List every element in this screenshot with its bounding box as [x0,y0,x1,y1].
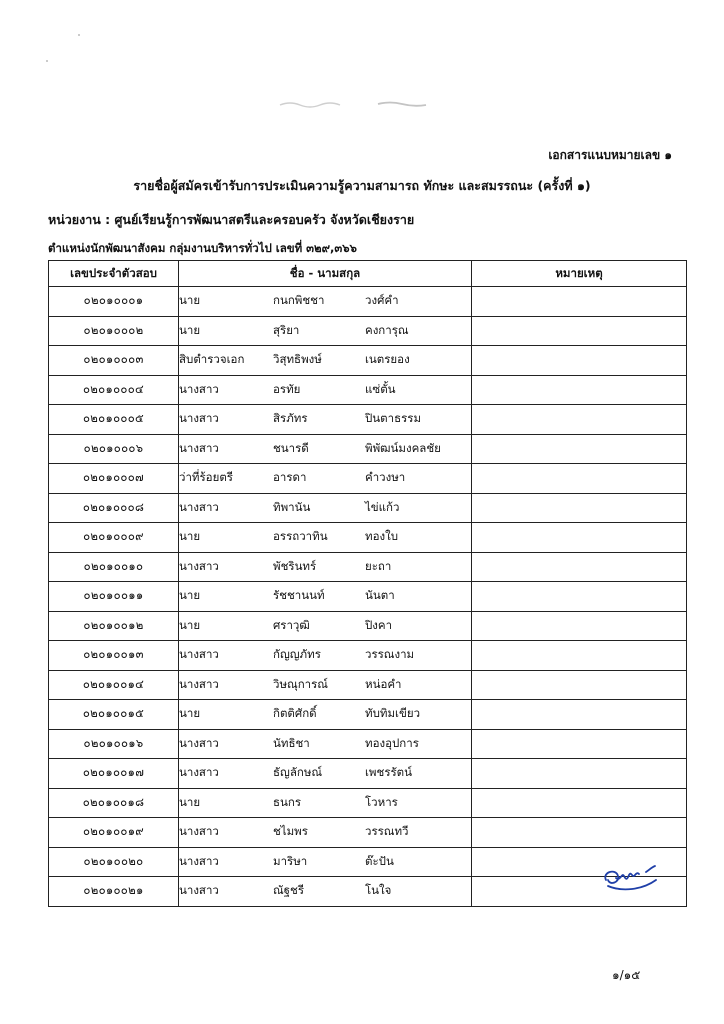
table-row [49,818,687,848]
name-prefix: นางสาว [179,765,219,780]
name-cell [179,434,472,464]
exam-id-cell: ๐๒๐๑๐๐๒๐ [49,847,179,877]
last-name: คงการุณ [365,322,409,337]
table-row [49,729,687,759]
name-prefix: นางสาว [179,381,219,396]
exam-id-cell: ๐๒๐๑๐๐๑๙ [49,818,179,848]
last-name: เพชรรัตน์ [365,765,412,780]
table-row [49,700,687,730]
remarks-cell [472,434,687,464]
first-name: สุริยา [273,322,300,337]
remarks-cell [472,788,687,818]
name-prefix: นางสาว [179,647,219,662]
last-name: ปิงคา [365,617,393,632]
first-name: ธัญลักษณ์ [273,765,323,780]
first-name: พัชรินทร์ [273,558,317,573]
first-name: ชไมพร [273,824,308,839]
name-cell [179,670,472,700]
name-prefix: นางสาว [179,499,219,514]
name-prefix: นาย [179,529,201,544]
table-row [49,582,687,612]
exam-id-cell: ๐๒๐๑๐๐๐๒ [49,316,179,346]
name-cell [179,523,472,553]
table-row [49,847,687,877]
exam-id-cell: ๐๒๐๑๐๐๑๐ [49,552,179,582]
exam-id-cell: ๐๒๐๑๐๐๑๖ [49,729,179,759]
exam-id-cell: ๐๒๐๑๐๐๐๖ [49,434,179,464]
remarks-cell [472,818,687,848]
remarks-cell [472,375,687,405]
first-name: สิรภัทร [273,411,308,426]
last-name: คำวงษา [365,470,406,485]
exam-id-cell: ๐๒๐๑๐๐๐๗ [49,464,179,494]
table-row [49,434,687,464]
first-name: ศราวุฒิ [273,617,310,632]
name-cell [179,700,472,730]
remarks-cell [472,552,687,582]
last-name: เนตรยอง [365,352,410,367]
name-prefix: นางสาว [179,853,219,868]
first-name: อรรถวาทิน [273,529,328,544]
last-name: หน่อคำ [365,676,402,691]
name-prefix: นาย [179,617,201,632]
first-name: รัชชานนท์ [273,588,325,603]
last-name: นันตา [365,588,395,603]
name-cell [179,877,472,907]
remarks-cell [472,729,687,759]
exam-id-cell: ๐๒๐๑๐๐๐๙ [49,523,179,553]
first-name: อารดา [273,470,307,485]
first-name: ทิพานัน [273,499,311,514]
name-cell [179,316,472,346]
remarks-cell [472,611,687,641]
exam-id-cell: ๐๒๐๑๐๐๐๘ [49,493,179,523]
first-name: อรทัย [273,381,301,396]
name-cell [179,847,472,877]
handwritten-signature [600,862,662,892]
first-name: มาริษา [273,853,308,868]
last-name: วงศ์คำ [365,293,399,308]
name-prefix: นางสาว [179,883,219,898]
remarks-cell [472,287,687,317]
last-name: พิพัฒน์มงคลชัย [365,440,441,455]
exam-id-cell: ๐๒๐๑๐๐๑๘ [49,788,179,818]
remarks-cell [472,316,687,346]
exam-id-cell: ๐๒๐๑๐๐๐๕ [49,405,179,435]
table-row [49,641,687,671]
position-line: ตำแหน่งนักพัฒนาสังคม กลุ่มงานบริหารทั่วไป เลขที่ ๓๒๙,๓๖๖ [48,241,357,255]
name-prefix: นางสาว [179,824,219,839]
name-prefix: นาย [179,293,201,308]
name-cell [179,582,472,612]
table-row [49,287,687,317]
remarks-cell [472,493,687,523]
first-name: กิตติศักดิ์ [273,706,317,721]
name-prefix: ว่าที่ร้อยตรี [179,470,233,485]
name-cell [179,759,472,789]
remarks-cell [472,670,687,700]
table-row [49,316,687,346]
scan-speck [78,34,80,36]
faded-header-stamp [278,98,448,110]
last-name: ทองอุปการ [365,735,419,750]
scan-speck [46,60,48,62]
name-cell [179,464,472,494]
document-title: รายชื่อผู้สมัครเข้ารับการประเมินความรู้ความสามารถ ทักษะ และสมรรถนะ (ครั้งที่ ๑) [133,178,591,193]
remarks-cell [472,641,687,671]
table-row [49,788,687,818]
header-remarks: หมายเหตุ [472,261,687,287]
exam-id-cell: ๐๒๐๑๐๐๑๒ [49,611,179,641]
name-prefix: นาย [179,322,201,337]
table-row [49,346,687,376]
name-cell [179,346,472,376]
name-prefix: สิบตำรวจเอก [179,352,245,367]
table-row [49,670,687,700]
name-cell [179,405,472,435]
remarks-cell [472,464,687,494]
last-name: วรรณงาม [365,647,415,662]
exam-id-cell: ๐๒๐๑๐๐๑๓ [49,641,179,671]
name-prefix: นาย [179,794,201,809]
remarks-cell [472,700,687,730]
table-row [49,877,687,907]
exam-id-cell: ๐๒๐๑๐๐๐๓ [49,346,179,376]
name-cell [179,641,472,671]
remarks-cell [472,405,687,435]
name-prefix: นาย [179,588,201,603]
exam-id-cell: ๐๒๐๑๐๐๑๕ [49,700,179,730]
first-name: กนกพิชชา [273,293,325,308]
name-cell [179,287,472,317]
table-row [49,375,687,405]
table-row [49,611,687,641]
name-cell [179,729,472,759]
name-prefix: นางสาว [179,735,219,750]
table-row [49,464,687,494]
name-cell [179,818,472,848]
first-name: นัทธิชา [273,735,310,750]
page-number: ๑/๑๕ [612,968,641,982]
last-name: ต๊ะปัน [365,853,394,868]
last-name: ปินตาธรรม [365,411,422,426]
first-name: กัญญภัทร [273,647,321,662]
last-name: ยะถา [365,558,392,573]
table-row [49,523,687,553]
exam-id-cell: ๐๒๐๑๐๐๐๔ [49,375,179,405]
name-cell [179,375,472,405]
candidate-table [48,260,687,907]
agency-line: หน่วยงาน : ศูนย์เรียนรู้การพัฒนาสตรีและครอบครัว จังหวัดเชียงราย [48,212,415,227]
last-name: ทับทิมเขียว [365,706,421,721]
name-prefix: นาย [179,706,201,721]
header-name: ชื่อ - นามสกุล [179,261,472,287]
table-row [49,552,687,582]
first-name: วิษณุการณ์ [273,676,328,691]
exam-id-cell: ๐๒๐๑๐๐๒๑ [49,877,179,907]
remarks-cell [472,523,687,553]
first-name: ชนารดี [273,440,309,455]
exam-id-cell: ๐๒๐๑๐๐๑๗ [49,759,179,789]
name-cell [179,788,472,818]
remarks-cell [472,582,687,612]
name-cell [179,493,472,523]
name-prefix: นางสาว [179,558,219,573]
last-name: ทองใบ [365,529,399,544]
exam-id-cell: ๐๒๐๑๐๐๑๔ [49,670,179,700]
last-name: วรรณทวี [365,824,409,839]
name-prefix: นางสาว [179,440,219,455]
header-exam-id: เลขประจำตัวสอบ [49,261,179,287]
first-name: ธนกร [273,794,302,809]
name-prefix: นางสาว [179,411,219,426]
remarks-cell [472,346,687,376]
exam-id-cell: ๐๒๐๑๐๐๐๑ [49,287,179,317]
table-row [49,493,687,523]
last-name: แซ่ตั้น [365,381,396,396]
remarks-cell [472,759,687,789]
last-name: โวหาร [365,794,398,809]
table-row [49,405,687,435]
first-name: ณัฐชรี [273,883,304,898]
table-header-row [49,261,687,287]
last-name: ไข่แก้ว [365,499,400,514]
name-cell [179,611,472,641]
first-name: วิสุทธิพงษ์ [273,352,322,367]
document-reference: เอกสารแนบหมายเลข ๑ [548,148,672,162]
table-row [49,759,687,789]
name-cell [179,552,472,582]
exam-id-cell: ๐๒๐๑๐๐๑๑ [49,582,179,612]
name-prefix: นางสาว [179,676,219,691]
last-name: โนใจ [365,883,392,898]
